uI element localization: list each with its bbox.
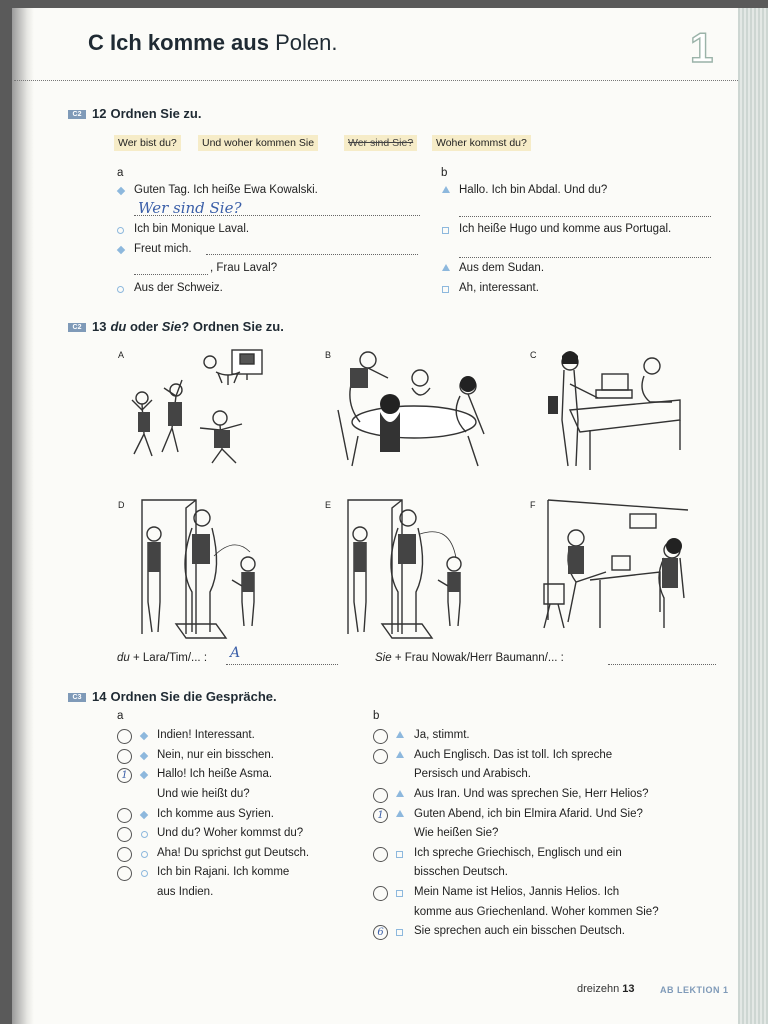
- page-footer: [577, 983, 635, 995]
- ex14-b-line-4: Aus Iran. Und was sprechen Sie, Herr Helios?: [414, 788, 649, 800]
- title-rest: Polen.: [275, 30, 338, 55]
- order-circle[interactable]: [117, 847, 132, 862]
- ex14-b-label: b: [373, 710, 380, 722]
- ex12-heading: [68, 106, 201, 121]
- ex14-heading: [68, 689, 277, 704]
- illustration-doorway-greeting-d: [136, 494, 286, 644]
- ex12-a-line-2: Ich bin Monique Laval.: [134, 223, 250, 235]
- page-number: 13: [622, 983, 635, 995]
- ex14-a-line-2: Nein, nur ein bisschen.: [157, 749, 274, 761]
- ex12-title: Ordnen Sie zu.: [110, 106, 202, 121]
- order-circle[interactable]: [117, 729, 132, 744]
- ex13-heading: [68, 319, 284, 334]
- ex12-b-line-2: Ich heiße Hugo und komme aus Portugal.: [459, 223, 672, 235]
- order-circle[interactable]: [373, 749, 388, 764]
- order-circle[interactable]: [117, 866, 132, 881]
- du-text: + Lara/Tim/... :: [129, 652, 208, 664]
- ex14-b-line-9: Mein Name ist Helios, Jannis Helios. Ich: [414, 886, 620, 898]
- panel-label-a: A: [118, 350, 125, 360]
- du-answer: A: [230, 645, 241, 661]
- illustration-office-desk: [540, 494, 690, 644]
- ex14-a-line-7: Aha! Du sprichst gut Deutsch.: [157, 847, 310, 859]
- chapter-number: 1: [690, 24, 714, 71]
- panel-label-c: C: [530, 350, 537, 360]
- ex14-a-line-9: aus Indien.: [157, 886, 214, 898]
- ex12-tag: C2: [68, 110, 86, 119]
- ex12-number: 12: [92, 106, 107, 121]
- page-edge-stripe: [738, 8, 768, 1024]
- ex14-tag: C3: [68, 693, 86, 702]
- ex14-a-line-8: Ich bin Rajani. Ich komme: [157, 866, 290, 878]
- order-circle[interactable]: [117, 827, 132, 842]
- order-circle[interactable]: [373, 886, 388, 901]
- ex14-b-line-11: Sie sprechen auch ein bisschen Deutsch.: [414, 925, 625, 937]
- ex12-b-label: b: [441, 167, 448, 179]
- ex12-a-line-4: , Frau Laval?: [210, 262, 278, 274]
- word-box-4: Woher kommst du?: [432, 135, 531, 151]
- page-word: dreizehn: [577, 983, 620, 995]
- ex14-b-line-3: Persisch und Arabisch.: [414, 768, 531, 780]
- page-title: [88, 30, 337, 56]
- ex13-title-rest: ? Ordnen Sie zu.: [181, 319, 284, 334]
- ex14-b-line-1: Ja, stimmt.: [414, 729, 470, 741]
- ex14-b-line-10: komme aus Griechenland. Woher kommen Sie?: [414, 906, 659, 918]
- ex14-a-line-4: Und wie heißt du?: [157, 788, 250, 800]
- title-bold: Ich komme aus: [110, 30, 269, 55]
- square-icon: [396, 929, 403, 936]
- order-circle[interactable]: [373, 729, 388, 744]
- ex14-b-line-2: Auch Englisch. Das ist toll. Ich spreche: [414, 749, 613, 761]
- sie-text: + Frau Nowak/Herr Baumann/... :: [391, 652, 564, 664]
- ex14-a-line-5: Ich komme aus Syrien.: [157, 808, 274, 820]
- answer-line[interactable]: [459, 257, 711, 258]
- ex14-title: Ordnen Sie die Gespräche.: [110, 689, 277, 704]
- illustration-shop-counter: [540, 340, 690, 475]
- ex13-number: 13: [92, 319, 107, 334]
- ex14-a-line-1: Indien! Interessant.: [157, 729, 255, 741]
- circle-icon: [117, 227, 124, 234]
- triangle-icon: [396, 790, 404, 797]
- circle-icon: [141, 831, 148, 838]
- ex12-a-line-3: Freut mich.: [134, 243, 192, 255]
- square-icon: [442, 227, 449, 234]
- triangle-icon: [442, 186, 450, 193]
- ex13-title-du: du: [110, 319, 127, 334]
- ex14-a-label: a: [117, 710, 124, 722]
- ex14-a-line-6: Und du? Woher kommst du?: [157, 827, 304, 839]
- ex12-a-label: a: [117, 167, 124, 179]
- illustration-doorway-greeting-e: [342, 494, 492, 644]
- panel-label-e: E: [325, 500, 332, 510]
- lesson-label: AB LEKTION 1: [660, 985, 729, 995]
- ex13-title-sie: Sie: [161, 319, 182, 334]
- order-circle[interactable]: [373, 847, 388, 862]
- order-circle-filled[interactable]: 1: [373, 808, 388, 823]
- circle-icon: [117, 286, 124, 293]
- ex13-title-mid: oder: [126, 319, 162, 334]
- answer-line[interactable]: [459, 216, 711, 217]
- panel-label-d: D: [118, 500, 125, 510]
- square-icon: [396, 890, 403, 897]
- ex14-b-line-6: Wie heißen Sie?: [414, 827, 499, 839]
- square-icon: [396, 851, 403, 858]
- square-icon: [442, 286, 449, 293]
- ex12-b-line-4: Ah, interessant.: [459, 282, 539, 294]
- order-circle-filled[interactable]: 6: [373, 925, 388, 940]
- page-gutter: [12, 8, 34, 1024]
- circle-icon: [141, 851, 148, 858]
- circle-icon: [141, 870, 148, 877]
- triangle-icon: [396, 751, 404, 758]
- ex14-number: 14: [92, 689, 107, 704]
- ex14-a-line-3: Hallo! Ich heiße Asma.: [157, 768, 273, 780]
- triangle-icon: [442, 264, 450, 271]
- sie-prompt: [375, 652, 564, 664]
- panel-label-b: B: [325, 350, 332, 360]
- ex12-b-line-1: Hallo. Ich bin Abdal. Und du?: [459, 184, 608, 196]
- ex14-b-line-8: bisschen Deutsch.: [414, 866, 508, 878]
- sie-word: Sie: [375, 652, 392, 664]
- word-box-2: Und woher kommen Sie: [198, 135, 318, 151]
- answer-line[interactable]: [134, 215, 420, 216]
- header-divider: [14, 80, 738, 81]
- panel-label-f: F: [530, 500, 536, 510]
- word-box-1: Wer bist du?: [114, 135, 181, 151]
- du-word: du: [117, 652, 130, 664]
- answer-line[interactable]: [206, 254, 418, 255]
- word-box-3: Wer sind Sie?: [344, 135, 417, 151]
- order-circle[interactable]: [117, 749, 132, 764]
- du-answer-line[interactable]: [226, 664, 338, 665]
- triangle-icon: [396, 810, 404, 817]
- sie-answer-line[interactable]: [608, 664, 716, 665]
- ex14-b-line-7: Ich spreche Griechisch, Englisch und ein: [414, 847, 622, 859]
- du-prompt: [117, 652, 207, 664]
- order-circle[interactable]: [117, 808, 132, 823]
- illustration-children-basketball: [120, 340, 280, 475]
- title-letter: C: [88, 30, 104, 55]
- order-circle-filled[interactable]: 1: [117, 768, 132, 783]
- ex12-b-line-3: Aus dem Sudan.: [459, 262, 545, 274]
- triangle-icon: [396, 731, 404, 738]
- order-circle[interactable]: [373, 788, 388, 803]
- ex12-a-answer: Wer sind Sie?: [138, 199, 242, 217]
- answer-line[interactable]: [134, 274, 208, 275]
- ex12-a-line-1: Guten Tag. Ich heiße Ewa Kowalski.: [134, 184, 318, 196]
- ex14-b-line-5: Guten Abend, ich bin Elmira Afarid. Und Sie?: [414, 808, 643, 820]
- illustration-family-dinner: [328, 340, 493, 475]
- ex13-tag: C2: [68, 323, 86, 332]
- ex12-a-line-5: Aus der Schweiz.: [134, 282, 223, 294]
